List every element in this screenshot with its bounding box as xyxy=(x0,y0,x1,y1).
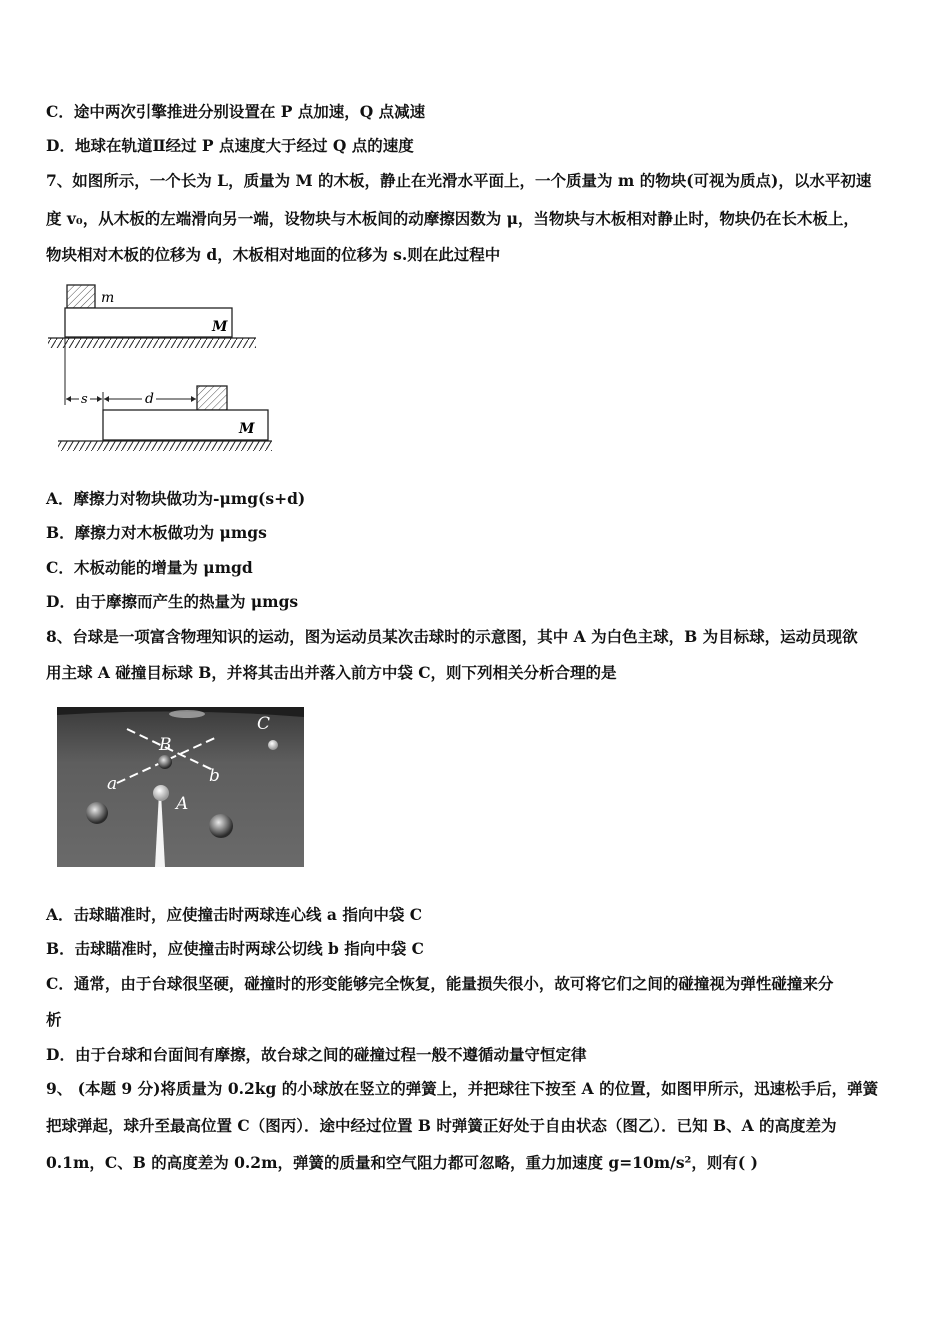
q7-option-a: A．摩擦力对物块做功为-μmg(s+d) xyxy=(46,489,306,508)
board-block-figure xyxy=(44,280,276,460)
billiards-photo xyxy=(57,707,304,867)
label-s: s xyxy=(81,392,88,407)
q6-option-d: D．地球在轨道Ⅱ经过 P 点速度大于经过 Q 点的速度 xyxy=(46,136,414,155)
ball-A xyxy=(153,785,169,801)
q7-stem-1: 7、如图所示，一个长为 L，质量为 M 的木板，静止在光滑水平面上，一个质量为 m 的物块(可视为质点)，以水平初速 xyxy=(46,171,872,190)
q7-option-b: B．摩擦力对木板做功为 μmgs xyxy=(46,523,267,542)
q7-option-d: D．由于摩擦而产生的热量为 μmgs xyxy=(46,592,299,611)
label-A: A xyxy=(176,794,189,814)
label-d: d xyxy=(145,391,154,407)
q9-stem-1: 9、 (本题 9 分)将质量为 0.2kg 的小球放在竖立的弹簧上，并把球往下按至 A 的位置，如图甲所示，迅速松手后，弹簧 xyxy=(46,1079,879,1098)
label-a: a xyxy=(107,774,118,794)
q8-option-b: B．击球瞄准时，应使撞击时两球公切线 b 指向中袋 C xyxy=(46,939,424,958)
label-B: B xyxy=(159,735,172,755)
label-b: b xyxy=(209,766,220,786)
label-m: m xyxy=(101,290,115,306)
q7-stem-2: 度 v₀，从木板的左端滑向另一端，设物块与木板间的动摩擦因数为 μ，当物块与木板相对静止时，物块仍在长木板上， xyxy=(46,209,859,228)
q9-stem-3: 0.1m，C、B 的高度差为 0.2m，弹簧的质量和空气阻力都可忽略，重力加速度 g=10m/s²，则有( ) xyxy=(46,1153,758,1172)
q8-option-d: D．由于台球和台面间有摩擦，故台球之间的碰撞过程一般不遵循动量守恒定律 xyxy=(46,1045,587,1064)
q7-stem-3: 物块相对木板的位移为 d，木板相对地面的位移为 s.则在此过程中 xyxy=(46,245,501,264)
q8-option-a: A．击球瞄准时，应使撞击时两球连心线 a 指向中袋 C xyxy=(46,905,423,924)
q8-option-c-1: C．通常，由于台球很坚硬，碰撞时的形变能够完全恢复，能量损失很小，故可将它们之间的碰撞视为弹性碰撞来分 xyxy=(46,974,834,993)
label-C: C xyxy=(257,714,271,734)
board-M-top xyxy=(65,308,232,337)
q8-stem-2: 用主球 A 碰撞目标球 B，并将其击出并落入前方中袋 C，则下列相关分析合理的是 xyxy=(46,663,617,682)
q8-option-c-2: 析 xyxy=(46,1010,62,1029)
label-M-bottom: M xyxy=(239,421,255,437)
block-m-top xyxy=(67,285,95,308)
q8-stem-1: 8、台球是一项富含物理知识的运动，图为运动员某次击球时的示意图，其中 A 为白色主球，B 为目标球，运动员现欲 xyxy=(46,627,858,646)
q7-option-c: C．木板动能的增量为 μmgd xyxy=(46,558,253,577)
q9-stem-2: 把球弹起，球升至最高位置 C（图丙）．途中经过位置 B 时弹簧正好处于自由状态（图乙）．已知 B、A 的高度差为 xyxy=(46,1116,837,1135)
block-m-bottom xyxy=(197,386,227,410)
ball-B xyxy=(158,755,172,769)
label-M-top: M xyxy=(212,319,228,335)
q6-option-c: C．途中两次引擎推进分别设置在 P 点加速，Q 点减速 xyxy=(46,102,426,121)
